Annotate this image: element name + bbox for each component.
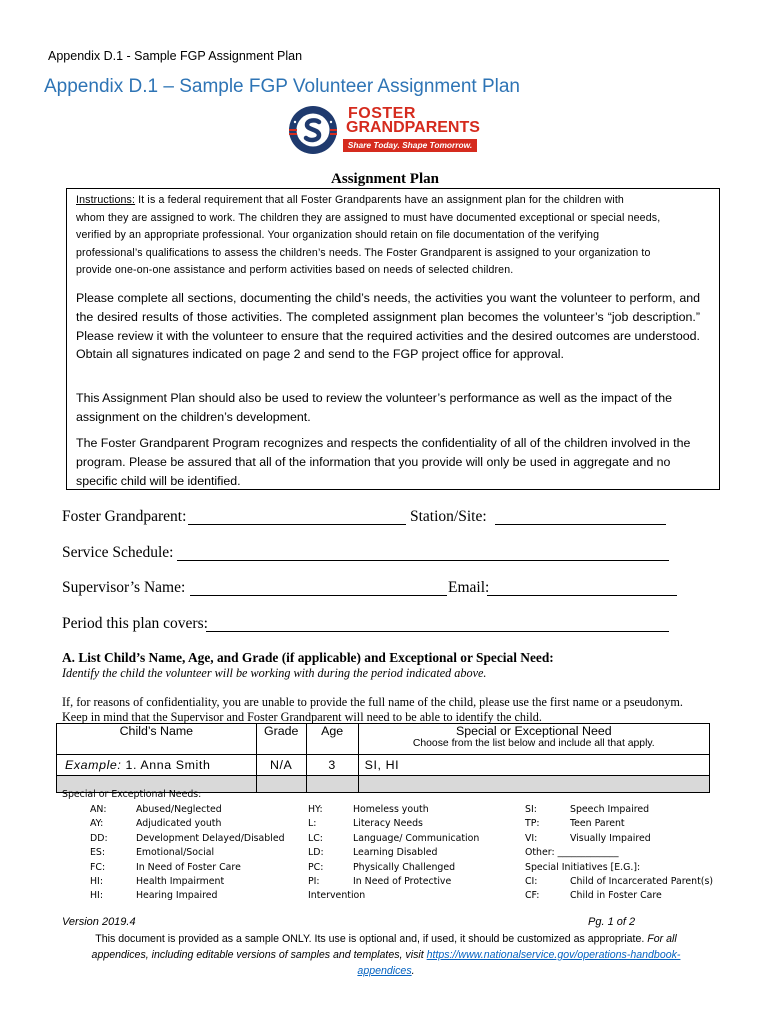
instructions-line: It is a federal requirement that all Foster Grandparents have an assignment plan for the children with	[135, 194, 624, 206]
need-desc: Learning Disabled	[353, 847, 438, 859]
section-a-heading: A. List Child’s Name, Age, and Grade (if applicable) and Exceptional or Special Need:	[62, 650, 554, 665]
handbook-link-part[interactable]: https://www.nationalservice.gov/operations-handbook-	[426, 949, 681, 961]
instructions-paragraph-2: This Assignment Plan should also be used to review the volunteer’s performance as well as the impact of the assignment on the children’s development.	[76, 391, 672, 424]
need-code: L:	[308, 818, 317, 830]
need-desc: In Need of Protective	[353, 876, 452, 888]
col-header-need-subtitle: Choose from the list below and include all that apply.	[412, 738, 655, 749]
instructions-line: professional’s qualifications to assess the children’s needs. The Foster Grandparent is assigned to your organization to	[76, 246, 651, 259]
need-desc: Teen Parent	[570, 818, 625, 830]
instructions-line: whom they are assigned to work. The children they are assigned to must have documented exceptional or special needs,	[76, 211, 661, 224]
col-header-need	[358, 724, 709, 755]
need-code: HI:	[90, 890, 103, 902]
need-desc: Literacy Needs	[353, 818, 423, 830]
logo-tagline: Share Today. Shape Tomorrow.	[343, 139, 477, 152]
need-code: PI:	[308, 876, 320, 888]
service-schedule-field[interactable]	[177, 560, 669, 561]
need-code: CF:	[525, 890, 540, 902]
need-code: FC:	[90, 861, 106, 873]
need-code: LC:	[308, 832, 323, 844]
confidentiality-note	[62, 695, 742, 724]
need-tail: Intervention	[308, 890, 366, 902]
need-code: DD:	[90, 832, 108, 844]
needs-desc-col2	[353, 803, 479, 889]
child-age-input[interactable]	[306, 776, 358, 793]
need-other: Other: _____________	[525, 847, 619, 859]
col-header-name: Child’s Name	[57, 724, 257, 755]
need-desc: Visually Impaired	[570, 832, 651, 844]
handbook-link-part[interactable]: appendices	[357, 965, 412, 977]
footer-note	[56, 931, 716, 979]
example-name-cell	[57, 755, 257, 776]
need-desc: Health Impairment	[136, 876, 225, 888]
running-header: Appendix D.1 - Sample FGP Assignment Plan	[48, 49, 303, 63]
need-code: SI:	[525, 804, 537, 815]
version-label: Version 2019.4	[62, 916, 136, 928]
need-desc: Speech Impaired	[570, 804, 650, 815]
instructions-paragraph-1: Please complete all sections, documenting the child’s needs, the activities you want the volunteer to perform, and the desired results of those activities. The completed assignment plan becomes the volunteer’s “job description.” Please review it with the volunteer to ensure that the required activities and the desired outcomes are understood. Obtain all signatures indicated on page 2 and send to the FGP project office for approval.	[76, 291, 700, 362]
supervisor-name-label: Supervisor’s Name:	[62, 579, 186, 596]
child-need-input[interactable]	[358, 776, 709, 793]
need-desc: In Need of Foster Care	[136, 861, 241, 873]
need-desc: Child of Incarcerated Parent(s)	[570, 876, 714, 888]
service-schedule-label: Service Schedule:	[62, 544, 174, 561]
need-desc: Physically Challenged	[353, 861, 456, 873]
footer-note-text: This document is provided as a sample ONLY. Its use is optional and, if used, it should be customized as appropriate.	[95, 933, 648, 945]
logo-word-grandparents: GRANDPARENTS	[346, 119, 480, 136]
document-title: Appendix D.1 – Sample FGP Volunteer Assignment Plan	[44, 76, 520, 97]
needs-codes-col1	[90, 803, 108, 904]
footer-note-italic: For all	[647, 933, 677, 945]
need-code: AY:	[90, 818, 104, 830]
initiatives-title: Special Initiatives [E.G.]:	[525, 861, 641, 873]
need-code: PC:	[308, 861, 324, 873]
station-site-field[interactable]	[495, 524, 666, 525]
logo-word-foster: FOSTER	[348, 105, 416, 122]
need-desc: Development Delayed/Disabled	[136, 832, 285, 844]
col-header-need-title: Special or Exceptional Need	[455, 724, 612, 738]
station-site-label: Station/Site:	[410, 508, 487, 525]
need-code: HY:	[308, 804, 323, 815]
need-desc: Emotional/Social	[136, 847, 215, 859]
period-field[interactable]	[206, 631, 669, 632]
need-code: ES:	[90, 847, 106, 859]
example-grade-cell: N/A	[256, 755, 306, 776]
senior-corps-seal-icon	[286, 104, 342, 156]
foster-grandparent-label: Foster Grandparent:	[62, 508, 187, 525]
need-desc: Hearing Impaired	[136, 890, 218, 902]
need-desc: Homeless youth	[353, 804, 429, 815]
need-desc: Adjudicated youth	[136, 818, 222, 830]
page-number: Pg. 1 of 2	[588, 916, 636, 928]
foster-grandparent-field[interactable]	[188, 524, 406, 525]
need-code: TP:	[525, 818, 540, 830]
col-header-grade: Grade	[256, 724, 306, 755]
need-desc: Child in Foster Care	[570, 890, 662, 902]
need-code: VI:	[525, 832, 538, 844]
confidentiality-line: Keep in mind that the Supervisor and Foster Grandparent will need to be able to identify the child.	[62, 709, 542, 724]
child-grade-input[interactable]	[256, 776, 306, 793]
needs-desc-col1	[136, 803, 285, 904]
period-label: Period this plan covers:	[62, 615, 208, 632]
instructions-line: verified by an appropriate professional. Your organization should retain on file documentation of the verifying	[76, 229, 600, 242]
table-header-row	[57, 724, 710, 755]
need-code: HI:	[90, 876, 103, 888]
foster-grandparents-logo	[286, 104, 478, 156]
need-code: CI:	[525, 876, 538, 888]
section-a-subheading: Identify the child the volunteer will be working with during the period indicated above.	[62, 666, 487, 680]
example-label: Example:	[65, 758, 122, 772]
needs-desc-col3	[570, 803, 713, 904]
need-code: LD:	[308, 847, 324, 859]
need-code: AN:	[90, 804, 107, 815]
email-label: Email:	[448, 579, 490, 596]
child-table	[56, 723, 710, 793]
confidentiality-line: If, for reasons of confidentiality, you are unable to provide the full name of the child, please use the first name or a pseudonym.	[62, 695, 683, 709]
footer-note-italic: appendices, including editable versions of samples and templates, visit	[91, 949, 427, 961]
instructions-paragraph-3: The Foster Grandparent Program recognizes and respects the confidentiality of all of the children involved in the program. Please be assured that all of the information that you provide will only be used in aggregate and no specific child will be identified.	[76, 436, 691, 488]
col-header-age: Age	[306, 724, 358, 755]
assignment-plan-title: Assignment Plan	[331, 171, 439, 187]
instructions-line: provide one-on-one assistance and perform activities based on needs of selected children.	[76, 264, 514, 277]
need-desc: Abused/Neglected	[136, 804, 222, 815]
table-row	[57, 755, 710, 776]
instructions-label: Instructions:	[76, 194, 136, 206]
email-field[interactable]	[487, 595, 677, 596]
example-age-cell: 3	[306, 755, 358, 776]
instructions-text	[76, 192, 702, 280]
example-name: 1. Anna Smith	[121, 758, 211, 772]
needs-title: Special or Exceptional Needs:	[62, 789, 202, 800]
example-need-cell: SI, HI	[358, 755, 709, 776]
footer-note-end: .	[411, 965, 415, 977]
supervisor-name-field[interactable]	[190, 595, 447, 596]
need-desc: Language/ Communication	[353, 832, 480, 844]
